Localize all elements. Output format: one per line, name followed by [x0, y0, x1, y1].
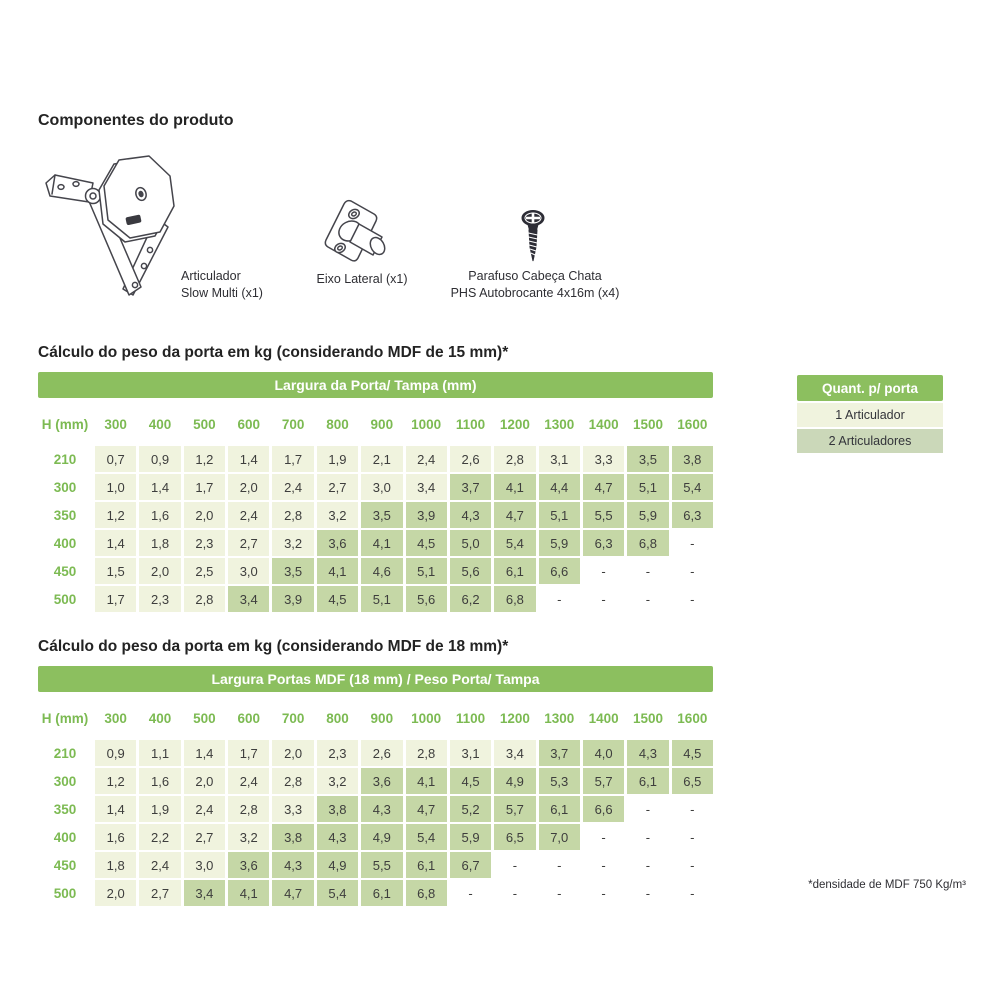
cell: -: [645, 591, 651, 607]
cell: 1,7: [184, 474, 225, 500]
cell: 3,7: [450, 474, 491, 500]
column-header: 900: [370, 416, 394, 432]
cell: 4,5: [406, 530, 447, 556]
cell: 4,9: [317, 852, 358, 878]
table-row: [38, 530, 713, 556]
column-header: 700: [281, 416, 305, 432]
cell: 4,3: [361, 796, 402, 822]
cell: -: [557, 857, 562, 873]
column-header: 1400: [588, 710, 619, 726]
cell: 4,5: [672, 740, 713, 766]
cell: 3,8: [317, 796, 358, 822]
cell: 2,0: [228, 474, 269, 500]
legend-header: Quant. p/ porta: [797, 375, 943, 401]
cell: 1,7: [228, 740, 269, 766]
table-title-mdf15: Cálculo do peso da porta em kg (considerando MDF de 15 mm)*: [38, 344, 509, 361]
cell: 1,2: [184, 446, 225, 472]
cell: -: [690, 801, 695, 817]
cell: 6,8: [627, 530, 668, 556]
column-header: 700: [281, 710, 305, 726]
row-header: 450: [53, 563, 77, 579]
cell: 1,7: [272, 446, 313, 472]
cell: 5,7: [494, 796, 535, 822]
legend-row-2-articuladores: 2 Articuladores: [797, 429, 943, 453]
cell: 2,6: [361, 740, 402, 766]
table-band-header: Largura Portas MDF (18 mm) / Peso Porta/ Tampa: [38, 666, 713, 692]
cell: 6,1: [539, 796, 580, 822]
cell: 3,1: [450, 740, 491, 766]
cell: 2,1: [361, 446, 402, 472]
cell: 2,7: [228, 530, 269, 556]
column-header: 300: [104, 416, 127, 432]
cell: 2,8: [406, 740, 447, 766]
cell: 6,8: [494, 586, 535, 612]
cell: 5,1: [361, 586, 402, 612]
cell: 1,6: [139, 502, 180, 528]
table-row: [38, 852, 713, 878]
cell: -: [512, 857, 518, 873]
cell: 3,6: [361, 768, 402, 794]
column-header-h: H (mm): [41, 710, 89, 726]
cell: 5,9: [627, 502, 668, 528]
table-row: [38, 474, 713, 500]
cell: -: [557, 591, 562, 607]
column-header: 1300: [544, 416, 575, 432]
cell: 4,3: [317, 824, 358, 850]
table-row: [38, 796, 713, 822]
cell: 2,2: [139, 824, 180, 850]
table-row: [38, 446, 713, 472]
cell: 1,0: [95, 474, 136, 500]
cell: 5,6: [406, 586, 447, 612]
eixo-lateral-label: Eixo Lateral (x1): [316, 272, 408, 286]
cell: 3,3: [272, 796, 313, 822]
cell: 3,4: [406, 474, 447, 500]
cell: -: [690, 857, 695, 873]
cell: 4,4: [539, 474, 580, 500]
cell: 1,8: [95, 852, 136, 878]
row-header: 210: [53, 451, 77, 467]
cell: 2,4: [228, 502, 269, 528]
cell: 5,9: [450, 824, 491, 850]
articulador-label: Articulador Slow Multi (x1): [181, 269, 263, 301]
column-header: 1600: [677, 416, 708, 432]
cell: 4,7: [583, 474, 624, 500]
cell: 3,5: [627, 446, 668, 472]
cell: 2,5: [184, 558, 225, 584]
cell: 6,8: [406, 880, 447, 906]
cell: 1,9: [139, 796, 180, 822]
cell: 4,1: [317, 558, 358, 584]
cell: 1,4: [184, 740, 225, 766]
cell: -: [601, 885, 606, 901]
cell: -: [690, 885, 695, 901]
column-header: 600: [237, 416, 260, 432]
table-column-header-row: [38, 700, 713, 736]
cell: -: [645, 857, 651, 873]
cell: 3,2: [272, 530, 313, 556]
cell: 2,6: [450, 446, 491, 472]
cell: 3,4: [494, 740, 535, 766]
column-header: 800: [326, 416, 349, 432]
cell: 2,8: [272, 502, 313, 528]
column-header: 800: [326, 710, 349, 726]
cell: -: [557, 885, 562, 901]
density-footnote: *densidade de MDF 750 Kg/m³: [808, 879, 966, 891]
column-header: 500: [193, 710, 216, 726]
cell: 0,7: [95, 446, 136, 472]
cell: 6,7: [450, 852, 491, 878]
cell: 3,0: [184, 852, 225, 878]
row-header: 300: [53, 479, 77, 495]
table-row: [38, 740, 713, 766]
cell: 3,9: [272, 586, 313, 612]
cell: 4,5: [317, 586, 358, 612]
cell: 2,7: [184, 824, 225, 850]
cell: 4,7: [272, 880, 313, 906]
cell: 2,0: [184, 768, 225, 794]
cell: 4,0: [583, 740, 624, 766]
table-column-header-row: [38, 406, 713, 442]
cell: 4,7: [494, 502, 535, 528]
cell: -: [601, 829, 606, 845]
cell: 4,9: [361, 824, 402, 850]
cell: 2,3: [184, 530, 225, 556]
cell: -: [601, 857, 606, 873]
cell: -: [468, 885, 473, 901]
cell: 5,4: [672, 474, 713, 500]
table-row: [38, 502, 713, 528]
row-header: 450: [53, 857, 77, 873]
cell: 4,1: [406, 768, 447, 794]
cell: 4,3: [272, 852, 313, 878]
row-header: 350: [53, 801, 77, 817]
table-band-header: Largura da Porta/ Tampa (mm): [38, 372, 713, 398]
cell: 5,5: [583, 502, 624, 528]
column-header: 500: [193, 416, 216, 432]
cell: 4,1: [361, 530, 402, 556]
cell: 3,0: [361, 474, 402, 500]
cell: 2,8: [184, 586, 225, 612]
column-header: 1400: [588, 416, 619, 432]
cell: 2,8: [272, 768, 313, 794]
cell: 3,8: [272, 824, 313, 850]
column-header: 1500: [632, 416, 663, 432]
cell: 2,4: [228, 768, 269, 794]
cell: 3,3: [583, 446, 624, 472]
cell: 1,4: [95, 530, 136, 556]
cell: 5,1: [539, 502, 580, 528]
cell: 1,4: [139, 474, 180, 500]
cell: 1,2: [95, 502, 136, 528]
cell: -: [690, 591, 695, 607]
cell: -: [690, 535, 695, 551]
eixo-lateral-icon: [318, 198, 406, 266]
cell: 4,6: [361, 558, 402, 584]
cell: 3,2: [317, 768, 358, 794]
row-header: 400: [53, 535, 77, 551]
column-header: 1100: [455, 416, 486, 432]
cell: 3,6: [228, 852, 269, 878]
cell: -: [601, 563, 606, 579]
cell: 5,4: [406, 824, 447, 850]
cell: 6,1: [406, 852, 447, 878]
table-row: [38, 880, 713, 906]
cell: 3,5: [361, 502, 402, 528]
weight-table-mdf18: [38, 666, 713, 906]
cell: 5,0: [450, 530, 491, 556]
cell: 3,2: [317, 502, 358, 528]
cell: 0,9: [95, 740, 136, 766]
column-header: 1500: [632, 710, 663, 726]
row-header: 300: [53, 773, 77, 789]
cell: 4,3: [450, 502, 491, 528]
row-header: 350: [53, 507, 77, 523]
cell: 1,5: [95, 558, 136, 584]
cell: 1,1: [139, 740, 180, 766]
cell: -: [690, 829, 695, 845]
cell: 3,6: [317, 530, 358, 556]
row-header: 210: [53, 745, 77, 761]
cell: 6,3: [583, 530, 624, 556]
table-row: [38, 768, 713, 794]
cell: -: [645, 885, 651, 901]
cell: 7,0: [539, 824, 580, 850]
cell: 5,6: [450, 558, 491, 584]
cell: 4,1: [494, 474, 535, 500]
cell: 2,4: [184, 796, 225, 822]
cell: 2,0: [139, 558, 180, 584]
row-header: 400: [53, 829, 77, 845]
cell: 5,9: [539, 530, 580, 556]
column-header: 400: [148, 710, 172, 726]
cell: 3,4: [228, 586, 269, 612]
cell: 2,8: [494, 446, 535, 472]
cell: 2,7: [139, 880, 180, 906]
cell: 0,9: [139, 446, 180, 472]
weight-table-mdf15: [38, 372, 713, 612]
cell: 1,2: [95, 768, 136, 794]
column-header: 1600: [677, 710, 708, 726]
cell: 5,4: [317, 880, 358, 906]
column-header: 1300: [544, 710, 575, 726]
table-row: [38, 586, 713, 612]
cell: 1,8: [139, 530, 180, 556]
cell: -: [601, 591, 606, 607]
cell: 2,8: [228, 796, 269, 822]
cell: 6,6: [539, 558, 580, 584]
column-header: 1000: [411, 710, 442, 726]
cell: 2,4: [139, 852, 180, 878]
cell: 2,4: [272, 474, 313, 500]
cell: 4,7: [406, 796, 447, 822]
cell: 3,9: [406, 502, 447, 528]
cell: -: [645, 829, 651, 845]
cell: 1,6: [95, 824, 136, 850]
cell: 5,7: [583, 768, 624, 794]
cell: 4,3: [627, 740, 668, 766]
cell: 1,6: [139, 768, 180, 794]
cell: -: [690, 563, 695, 579]
cell: 5,2: [450, 796, 491, 822]
cell: -: [645, 563, 651, 579]
cell: 5,1: [627, 474, 668, 500]
cell: 3,5: [272, 558, 313, 584]
column-header: 400: [148, 416, 172, 432]
column-header: 300: [104, 710, 127, 726]
legend-table: [797, 375, 943, 453]
parafuso-label: Parafuso Cabeça Chata PHS Autobrocante 4x16m (x4): [450, 269, 620, 301]
cell: 2,4: [406, 446, 447, 472]
cell: 3,7: [539, 740, 580, 766]
articulador-icon: [40, 146, 182, 310]
cell: 6,1: [494, 558, 535, 584]
cell: 6,5: [494, 824, 535, 850]
cell: 6,1: [361, 880, 402, 906]
row-header: 500: [53, 591, 77, 607]
column-header-h: H (mm): [41, 416, 89, 432]
row-header: 500: [53, 885, 77, 901]
cell: 1,7: [95, 586, 136, 612]
cell: 3,8: [672, 446, 713, 472]
cell: 2,3: [317, 740, 358, 766]
cell: 2,0: [272, 740, 313, 766]
table-row: [38, 558, 713, 584]
cell: 5,1: [406, 558, 447, 584]
cell: 5,5: [361, 852, 402, 878]
cell: 6,5: [672, 768, 713, 794]
cell: 4,9: [494, 768, 535, 794]
column-header: 1200: [499, 710, 530, 726]
cell: 4,1: [228, 880, 269, 906]
cell: 6,1: [627, 768, 668, 794]
cell: 2,3: [139, 586, 180, 612]
column-header: 600: [237, 710, 260, 726]
cell: 1,4: [228, 446, 269, 472]
legend-row-1-articulador: 1 Articulador: [797, 403, 943, 427]
cell: 2,0: [95, 880, 136, 906]
cell: 5,4: [494, 530, 535, 556]
cell: 3,2: [228, 824, 269, 850]
cell: 4,5: [450, 768, 491, 794]
cell: 6,2: [450, 586, 491, 612]
components-heading: Componentes do produto: [38, 112, 234, 129]
cell: 1,9: [317, 446, 358, 472]
cell: 6,3: [672, 502, 713, 528]
cell: 6,6: [583, 796, 624, 822]
cell: 1,4: [95, 796, 136, 822]
table-title-mdf18: Cálculo do peso da porta em kg (considerando MDF de 18 mm)*: [38, 638, 509, 655]
table-row: [38, 824, 713, 850]
cell: 3,4: [184, 880, 225, 906]
cell: -: [645, 801, 651, 817]
cell: 3,1: [539, 446, 580, 472]
cell: 2,0: [184, 502, 225, 528]
parafuso-icon: [518, 209, 548, 267]
cell: 2,7: [317, 474, 358, 500]
column-header: 900: [370, 710, 394, 726]
column-header: 1000: [411, 416, 442, 432]
column-header: 1100: [455, 710, 486, 726]
cell: 5,3: [539, 768, 580, 794]
cell: -: [512, 885, 518, 901]
cell: 3,0: [228, 558, 269, 584]
column-header: 1200: [499, 416, 530, 432]
